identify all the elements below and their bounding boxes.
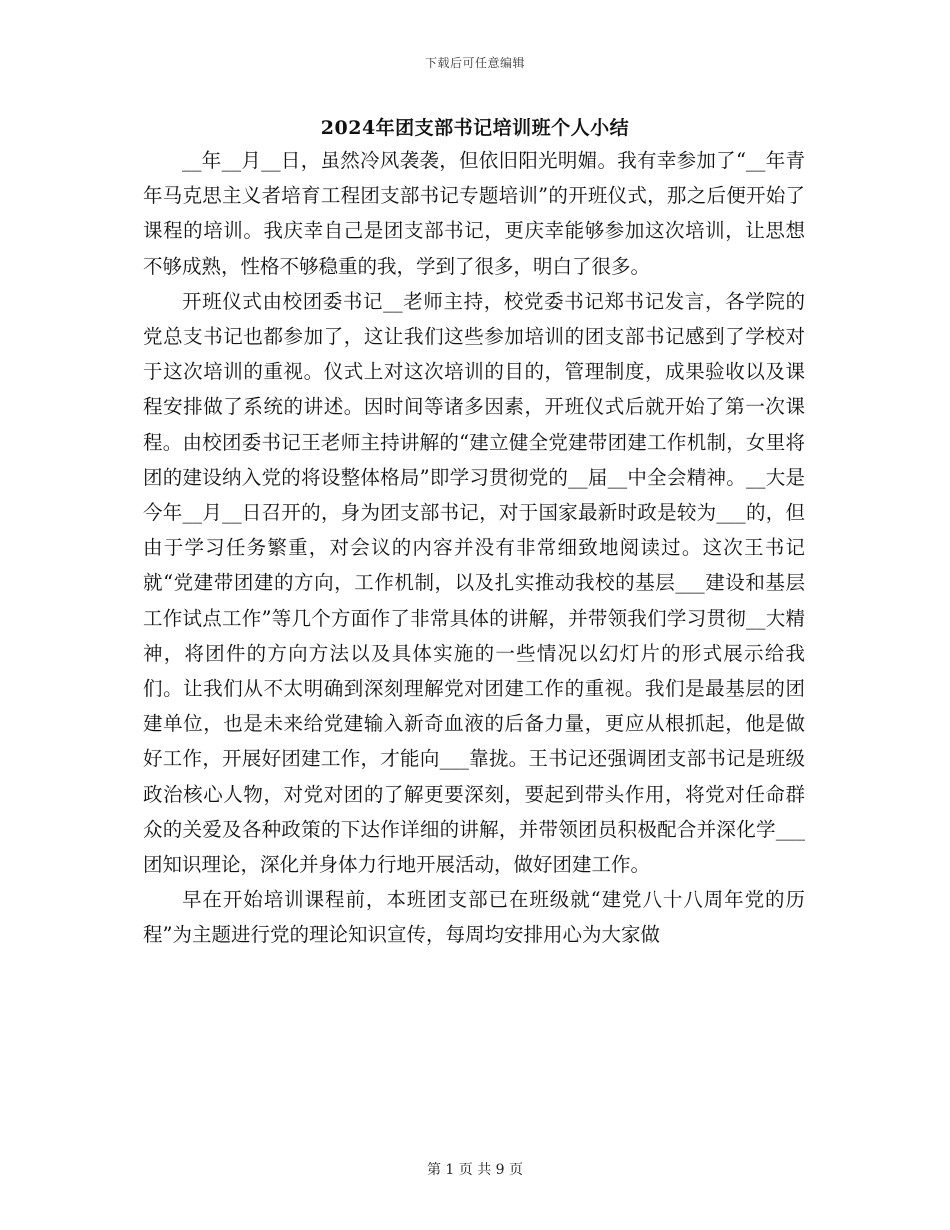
document-title: 2024年团支部书记培训班个人小结	[320, 117, 630, 139]
paragraph-1: __年__月__日，虽然冷风袭袭，但依旧阳光明媚。我有幸参加了“__年青年马克思主义者培育工程团支部书记专题培训”的开班仪式，那之后便开始了课程的培训。我庆幸自己是团支部书记，更庆幸能够参加这次培训，让思想不够成熟，性格不够稳重的我，学到了很多，明白了很多。	[143, 149, 805, 278]
document-body	[143, 143, 805, 953]
header-note: 下载后可任意编辑	[424, 56, 525, 70]
paragraph-2: 开班仪式由校团委书记__老师主持，校党委书记郑书记发言，各学院的党总支书记也都参加了，这让我们这些参加培训的团支部书记感到了学校对于这次培训的重视。仪式上对这次培训的目的，管理制度，成果验收以及课程安排做了系统的讲述。因时间等诸多因素，开班仪式后就开始了第一次课程。由校团委书记王老师主持讲解的“建立健全党建带团建工作机制，女里将团的建设纳入党的将设整体格局”即学习贯彻党的__届__中全会精神。__大是今年__月__日召开的，身为团支部书记，对于国家最新时政是较为___的，但由于学习任务繁重，对会议的内容并没有非常细致地阅读过。这次王书记就“党建带团建的方向，工作机制，以及扎实推动我校的基层___建设和基层工作试点工作”等几个方面作了非常具体的讲解，并带领我们学习贯彻__大精神，将团件的方向方法以及具体实施的一些情况以幻灯片的形式展示给我们。让我们从不太明确到深刻理解党对团建工作的重视。我们是最基层的团建单位，也是未来给党建输入新奇血液的后备力量，更应从根抓起，他是做好工作，开展好团建工作，才能向___靠拢。王书记还强调团支部书记是班级政治核心人物，对党对团的了解更要深刻，要起到带头作用，将党对任命群众的关爱及各种政策的下达作详细的讲解，并带领团员积极配合并深化学___团知识理论，深化并身体力行地开展活动，做好团建工作。	[143, 289, 805, 877]
paragraph-3: 早在开始培训课程前，本班团支部已在班级就“建党八十八周年党的历程”为主题进行党的理论知识宣传，每周均安排用心为大家做	[143, 888, 805, 947]
page-footer: 第 1 页 共 9 页	[426, 1162, 524, 1178]
